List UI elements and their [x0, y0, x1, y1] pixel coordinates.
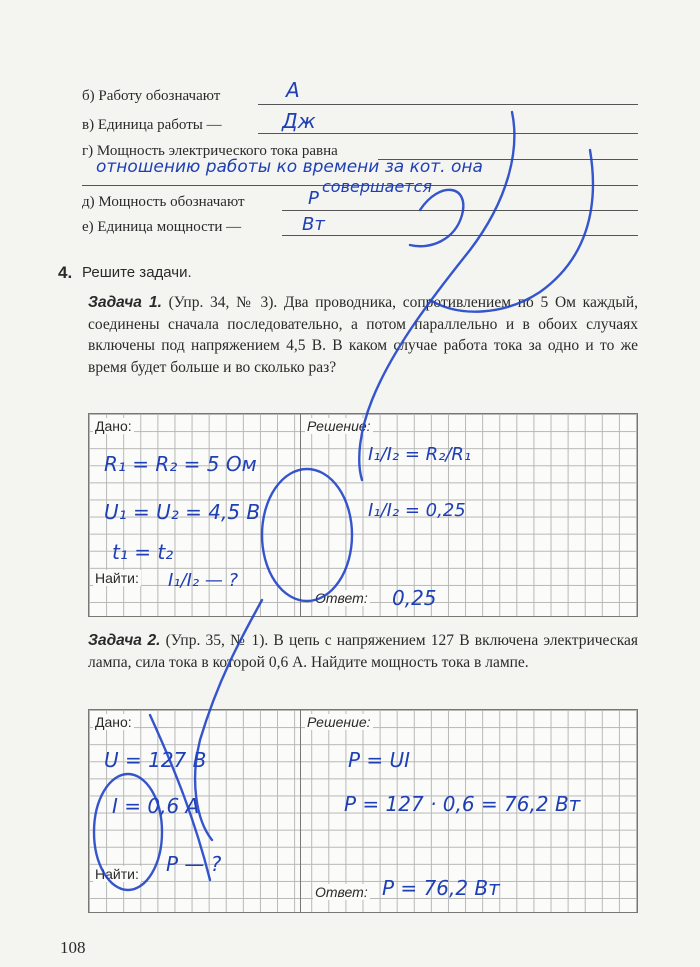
task1-answer: 0,25 [392, 586, 437, 610]
fill-line-e [282, 235, 638, 236]
task2-find-label: Найти: [95, 866, 139, 882]
task1-given-label: Дано: [95, 418, 132, 434]
task1-given-1: R₁ = R₂ = 5 Ом [104, 452, 257, 476]
answer-g-cont: совершается [322, 177, 433, 196]
task2-given-label: Дано: [95, 714, 132, 730]
fill-line-v [258, 133, 638, 134]
fill-line-d [282, 210, 638, 211]
task2-answer-label: Ответ: [315, 884, 368, 900]
task2-title: Задача 2. [88, 632, 161, 649]
task1-text [88, 292, 638, 378]
answer-g: отношению работы ко времени за кот. она [96, 157, 483, 177]
task2-given-2: I = 0,6 А [112, 794, 200, 818]
task2-given-1: U = 127 В [104, 748, 207, 772]
task2-find: P — ? [166, 852, 222, 876]
task1-find-label: Найти: [95, 570, 139, 586]
fill-label-v: в) Единица работы — [82, 117, 222, 133]
task1-solution-label: Решение: [307, 418, 371, 434]
fill-line-b [258, 104, 638, 105]
fill-label-b: б) Работу обозначают [82, 88, 221, 104]
answer-v: Дж [282, 109, 316, 133]
task2-divider [300, 709, 301, 912]
fill-label-d: д) Мощность обозначают [82, 194, 245, 210]
fill-label-e: е) Единица мощности — [82, 219, 242, 235]
task1-answer-label: Ответ: [315, 590, 368, 606]
task1-divider [300, 413, 301, 616]
task1-given-3: t₁ = t₂ [112, 540, 174, 564]
fill-label-g: г) Мощность электрического тока равна [82, 143, 338, 159]
answer-d: P [308, 188, 319, 209]
task2-answer: P = 76,2 Вт [382, 876, 500, 900]
task1-title: Задача 1. [88, 294, 162, 311]
page-number: 108 [60, 938, 86, 957]
exercise-heading: Решите задачи. [82, 264, 192, 281]
task2-body: (Упр. 35, № 1). В цепь с напряжением 127 В включена электрическая лампа, сила тока в которой 0,6 А. Найдите мощность тока в лампе. [88, 632, 639, 671]
answer-b: A [286, 78, 300, 102]
task1-given-2: U₁ = U₂ = 4,5 В [104, 500, 261, 524]
scribble-loop-top [410, 190, 463, 246]
task1-solution-1: I₁/I₂ = R₂/R₁ [368, 444, 472, 465]
task1-solution-2: I₁/I₂ = 0,25 [368, 500, 466, 521]
task2-solution-2: P = 127 · 0,6 = 76,2 Вт [344, 792, 581, 816]
task2-solution-label: Решение: [307, 714, 371, 730]
task2-text [88, 630, 638, 673]
task2-solution-1: P = UI [348, 748, 411, 772]
exercise-number: 4. [58, 263, 73, 282]
task1-find: I₁/I₂ — ? [168, 570, 239, 591]
task1-body: (Упр. 34, № 3). Два проводника, сопротивлением по 5 Ом каждый, соединены сначала последовательно, а потом параллельно и в обоих случаях включены под напряжением 4,5 В. В каком случае работа тока за одно и то же время будет больше и во сколько раз? [88, 294, 639, 376]
answer-e: Вт [302, 214, 325, 235]
